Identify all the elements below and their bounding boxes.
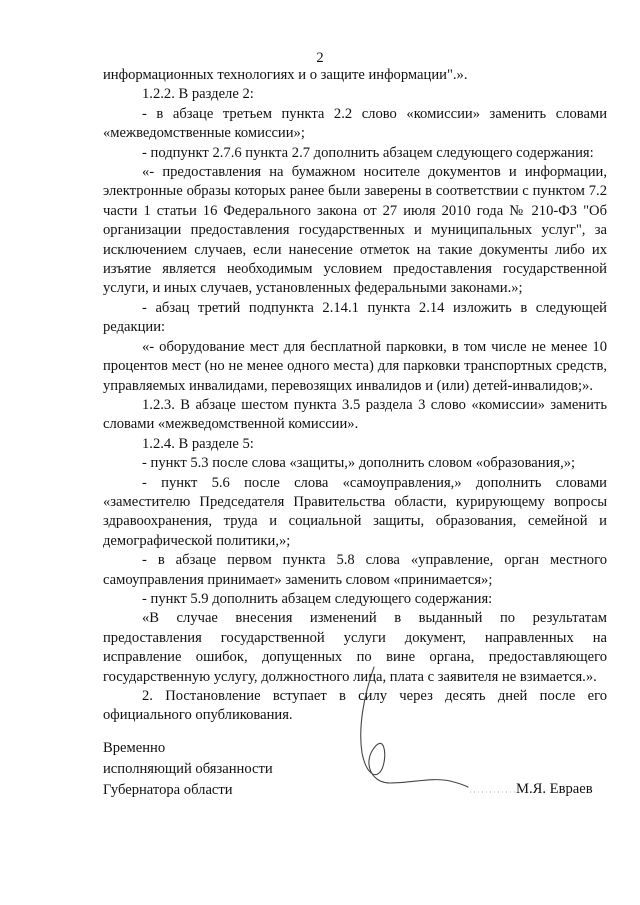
signatory-position-line: Временно	[103, 740, 166, 756]
paragraph: информационных технологиях и о защите информации".».	[103, 67, 468, 83]
paragraph: 2. Постановление вступает в силу через десять дней после его официального опубликования.	[103, 688, 607, 724]
paragraph: - абзац третий подпункта 2.14.1 пункта 2.14 изложить в следующей редакции:	[103, 299, 607, 336]
signatory-name: М.Я. Евраев	[516, 781, 593, 797]
document-body	[103, 66, 607, 726]
paragraph: 1.2.2. В разделе 2:	[142, 86, 254, 103]
signature-dotted-line	[470, 790, 520, 794]
paragraph: «В случае внесения изменений в выданный по результатам предоставления государственной услуги документ, направленных на исправление ошибок, допущенных по вине органа, предоставляющего государственную услугу, должностного лица, плата с заявителя не взимается.».	[103, 610, 607, 685]
handwritten-signature	[350, 665, 510, 800]
signatory-position-line: Губернатора области	[103, 782, 233, 798]
paragraph: - в абзаце первом пункта 5.8 слова «управление, орган местного самоуправления принимает» заменить словом «принимается»;	[103, 552, 607, 588]
paragraph: «- предоставления на бумажном носителе документов и информации, электронные образы которых ранее были заверены в соответствии с пунктом 7.2 части 1 статьи 16 Федерального закона от 27 июля 2010 года № 210-ФЗ "Об организации предоставления государственных и муниципальных услуг", за исключением случаев, если нанесение отметок на такие документы либо их изъятие является необходимым условием предоставления государственной услуги, и иных случаев, установленных федеральными законами.»;	[103, 164, 607, 297]
paragraph: - в абзаце третьем пункта 2.2 слово «комиссии» заменить словами «межведомственные комиссии»;	[103, 105, 607, 142]
paragraph: - пункт 5.6 после слова «самоуправления,» дополнить словами «заместителю Председателя Правительства области, курирующему вопросы здравоохранения, труда и социальной защиты, образования, семейной и демографической политики,»;	[103, 474, 607, 549]
paragraph: - пункт 5.9 дополнить абзацем следующего содержания:	[142, 590, 493, 607]
page-number: 2	[316, 50, 324, 66]
paragraph: «- оборудование мест для бесплатной парковки, в том числе не менее 10 процентов мест (но не менее одного места) для парковки транспортных средств, управляемых инвалидами, перевозящих инвалидов и (или) детей-инвалидов;».	[103, 338, 607, 394]
signatory-position-line: исполняющий обязанности	[103, 761, 273, 777]
paragraph: 1.2.3. В абзаце шестом пункта 3.5 раздела 3 слово «комиссии» заменить словами «межведомственной комиссии».	[103, 396, 607, 433]
paragraph: - пункт 5.3 после слова «защиты,» дополнить словом «образования,»;	[142, 455, 576, 472]
paragraph: - подпункт 2.7.6 пункта 2.7 дополнить абзацем следующего содержания:	[142, 144, 594, 161]
paragraph: 1.2.4. В разделе 5:	[142, 435, 254, 452]
signatory-position	[103, 738, 273, 801]
